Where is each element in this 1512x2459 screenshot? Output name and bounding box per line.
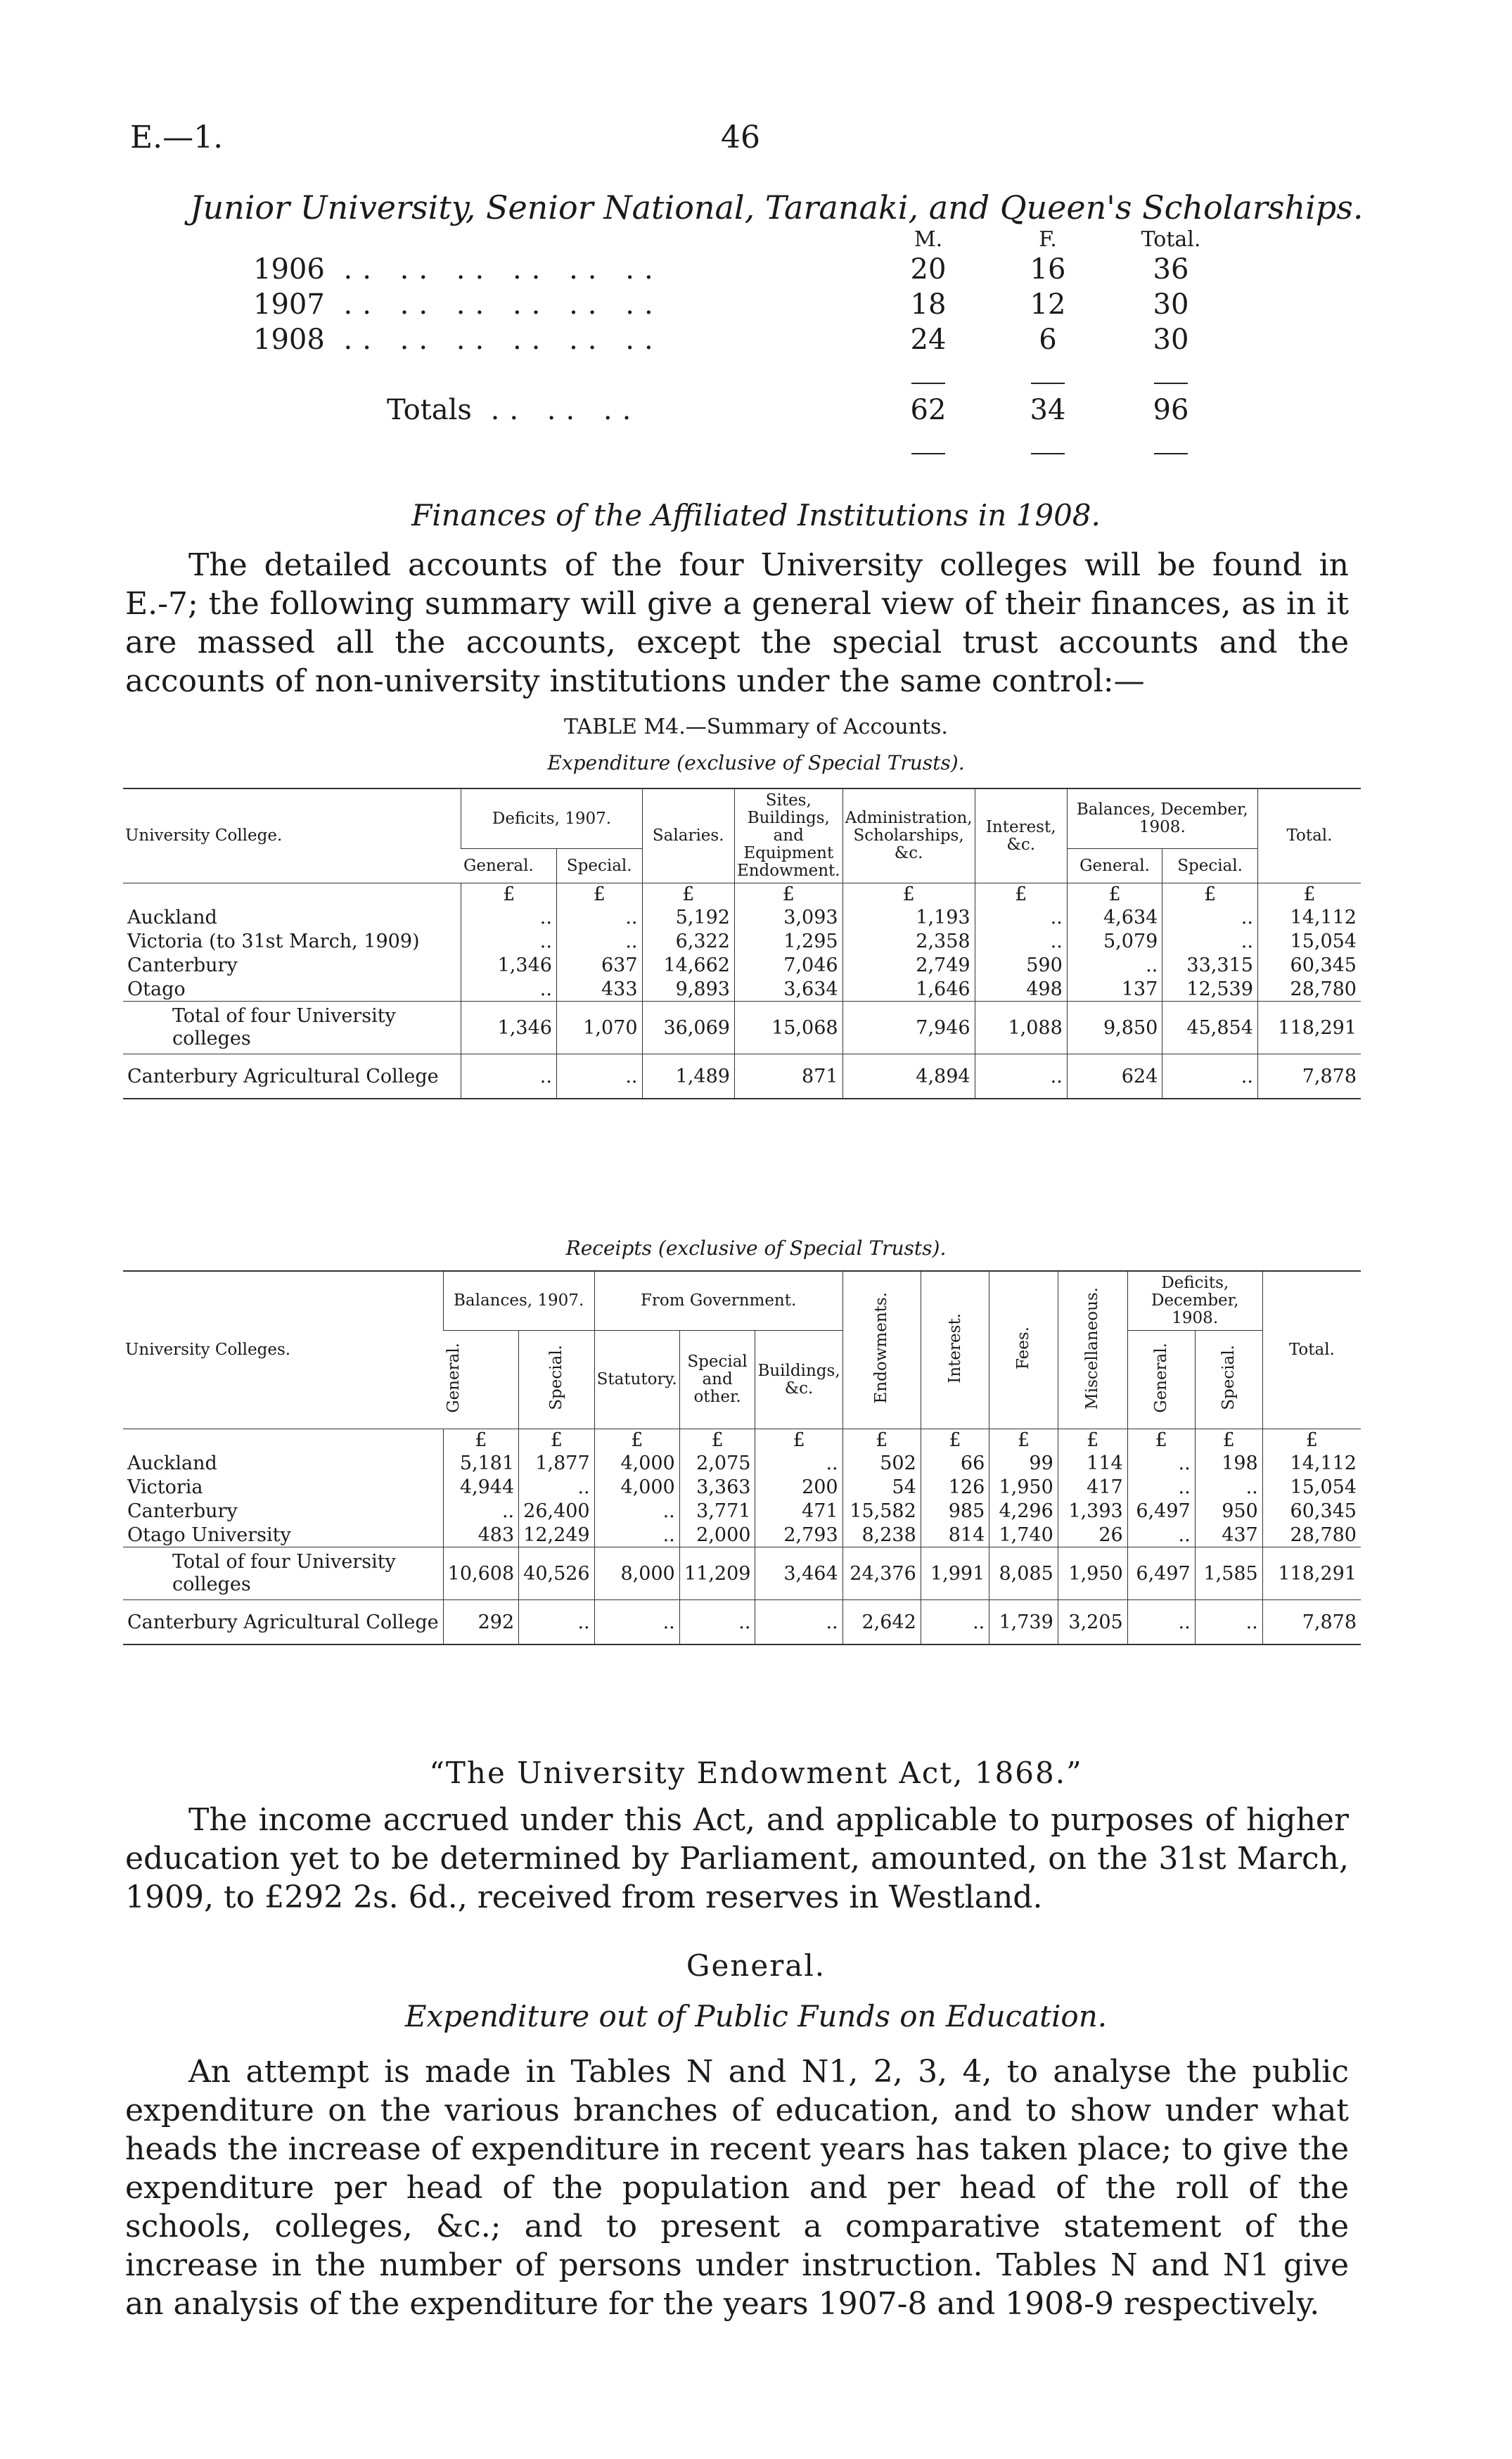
cell: 5,079: [1067, 929, 1162, 953]
total-m: 62: [910, 394, 947, 426]
col-balance-special: Special.: [1162, 849, 1258, 883]
cell: 3,634: [734, 977, 843, 1002]
total-total: 96: [1153, 394, 1189, 426]
row-label: Auckland: [127, 906, 217, 928]
cell: ..: [1195, 1475, 1262, 1499]
cell: 6,497: [1127, 1499, 1195, 1523]
currency-cell: £: [642, 883, 734, 906]
cell: 8,000: [594, 1547, 679, 1600]
row-label: Total of four University colleges: [123, 1547, 443, 1600]
cell: ..: [461, 905, 556, 929]
currency-cell: £: [594, 1429, 679, 1452]
cell: 1,193: [843, 905, 975, 929]
cell: 14,112: [1262, 1451, 1361, 1475]
cell: 4,944: [443, 1475, 518, 1499]
cell: 2,793: [755, 1523, 843, 1547]
cell: 433: [556, 977, 642, 1002]
cell: 9,893: [642, 977, 734, 1002]
cell: 4,634: [1067, 905, 1162, 929]
cell: 200: [755, 1475, 843, 1499]
endowment-paragraph: [125, 1801, 1349, 1917]
cell: 2,000: [679, 1523, 755, 1547]
expenditure-subtitle: Expenditure (exclusive of Special Trusts).: [547, 751, 965, 774]
cell-f: 6: [1039, 324, 1057, 356]
currency-cell: £: [461, 883, 556, 906]
currency-row: [123, 883, 1361, 906]
cell: 26,400: [519, 1499, 594, 1523]
cell: 12,249: [519, 1523, 594, 1547]
cell: 26: [1058, 1523, 1127, 1547]
col-total: Total.: [1262, 1271, 1361, 1429]
finances-paragraph: [125, 546, 1349, 701]
cell: 471: [755, 1499, 843, 1523]
col-bal-special: Special.: [546, 1345, 565, 1410]
currency-cell: £: [556, 883, 642, 906]
cell: 45,854: [1162, 1002, 1258, 1054]
cell: 15,582: [843, 1499, 921, 1523]
general-paragraph: [125, 2052, 1349, 2323]
cell: 1,877: [519, 1451, 594, 1475]
col-special-other: Special and other.: [679, 1331, 755, 1429]
document-reference: E.—1.: [130, 120, 224, 155]
cell-total: 30: [1153, 324, 1189, 356]
cell: 2,642: [843, 1600, 921, 1645]
cell: 985: [921, 1499, 989, 1523]
cell: ..: [921, 1600, 989, 1645]
cell: 5,181: [443, 1451, 518, 1475]
cell: 2,749: [843, 953, 975, 977]
cell: 8,238: [843, 1523, 921, 1547]
cell-m: 18: [910, 288, 947, 321]
table-row: 1906 .. .. .. .. .. .. 20 16 36: [253, 252, 1231, 287]
totals-row: Totals .. .. .. 62 34 96: [253, 392, 1231, 428]
cell: ..: [975, 1054, 1067, 1099]
cell: 118,291: [1262, 1547, 1361, 1600]
year-label: 1908: [253, 324, 325, 356]
cell-m: 20: [910, 253, 947, 286]
cell: 14,662: [642, 953, 734, 977]
cell: 1,950: [1058, 1547, 1127, 1600]
cell: ..: [1195, 1600, 1262, 1645]
cell: 437: [1195, 1523, 1262, 1547]
currency-cell: £: [989, 1429, 1058, 1452]
table-row: [123, 977, 1361, 1002]
cell: 502: [843, 1451, 921, 1475]
cell: 40,526: [519, 1547, 594, 1600]
cell: ..: [975, 905, 1067, 929]
cell: 3,363: [679, 1475, 755, 1499]
row-label: Victoria: [127, 1476, 203, 1498]
cell-total: 30: [1153, 288, 1189, 321]
cell: ..: [594, 1499, 679, 1523]
col-m: M.: [914, 226, 943, 252]
cell: ..: [594, 1600, 679, 1645]
currency-cell: £: [1058, 1429, 1127, 1452]
cell: ..: [1127, 1523, 1195, 1547]
col-interest: Interest, &c.: [975, 788, 1067, 883]
year-label: 1907: [253, 288, 325, 321]
finances-text: The detailed accounts of the four University colleges will be found in E.-7; the following summary will give a general view of their finances, as in it are massed all the accounts, except the special trust accounts and the accounts of non-university institutions under the same control:—: [125, 547, 1349, 699]
cell: 2,358: [843, 929, 975, 953]
cell: 950: [1195, 1499, 1262, 1523]
col-balances: Balances, December, 1908.: [1067, 788, 1257, 849]
cell: ..: [556, 905, 642, 929]
col-f: F.: [1039, 226, 1057, 252]
total-f: 34: [1030, 394, 1066, 426]
cell: 24,376: [843, 1547, 921, 1600]
currency-cell: £: [1127, 1429, 1195, 1452]
col-def-general: General.: [1151, 1342, 1170, 1413]
cell: 1,393: [1058, 1499, 1127, 1523]
col-buildings: Buildings, &c.: [755, 1331, 843, 1429]
currency-cell: £: [755, 1429, 843, 1452]
cell: 4,000: [594, 1451, 679, 1475]
currency-cell: £: [975, 883, 1067, 906]
cell: 4,000: [594, 1475, 679, 1499]
cell: 3,205: [1058, 1600, 1127, 1645]
currency-row: [123, 1429, 1361, 1452]
cell: ..: [679, 1600, 755, 1645]
cell: 15,054: [1257, 929, 1361, 953]
cell-m: 24: [910, 324, 947, 356]
endowment-text: The income accrued under this Act, and applicable to purposes of higher education yet to be determined by Parliament, amounted, on the 31st March, 1909, to £292 2s. 6d., received from reserves in Westland.: [125, 1802, 1349, 1915]
col-total: Total.: [1141, 226, 1201, 252]
currency-cell: £: [1162, 883, 1258, 906]
table-row: [123, 953, 1361, 977]
cell: 292: [443, 1600, 518, 1645]
currency-cell: £: [519, 1429, 594, 1452]
cell: 590: [975, 953, 1067, 977]
cell: 483: [443, 1523, 518, 1547]
col-def-special: Special.: [1219, 1345, 1238, 1410]
table-row: [123, 929, 1361, 953]
col-deficit-special: Special.: [556, 849, 642, 883]
cell: 417: [1058, 1475, 1127, 1499]
cell: 871: [734, 1054, 843, 1099]
cell: ..: [1127, 1475, 1195, 1499]
cell: ..: [461, 977, 556, 1002]
cell: ..: [556, 929, 642, 953]
col-fees: Fees.: [1014, 1326, 1032, 1370]
cell: 6,322: [642, 929, 734, 953]
col-admin: Administration, Scholarships, &c.: [843, 788, 975, 883]
cell: 1,991: [921, 1547, 989, 1600]
cell: 60,345: [1257, 953, 1361, 977]
cell: 4,894: [843, 1054, 975, 1099]
cell: 1,070: [556, 1002, 642, 1054]
cell: 60,345: [1262, 1499, 1361, 1523]
cell: 1,739: [989, 1600, 1058, 1645]
col-salaries: Salaries.: [642, 788, 734, 883]
cell: 11,209: [679, 1547, 755, 1600]
cell: 15,054: [1262, 1475, 1361, 1499]
currency-cell: £: [843, 1429, 921, 1452]
cell: 66: [921, 1451, 989, 1475]
col-misc: Miscellaneous.: [1083, 1286, 1102, 1410]
currency-cell: £: [734, 883, 843, 906]
agricultural-row: [123, 1600, 1361, 1645]
cell: ..: [1162, 1054, 1258, 1099]
cell: 5,192: [642, 905, 734, 929]
col-college: University College.: [123, 788, 461, 883]
cell: 54: [843, 1475, 921, 1499]
cell: 10,608: [443, 1547, 518, 1600]
table-row: [123, 1475, 1361, 1499]
cell: 1,295: [734, 929, 843, 953]
currency-cell: £: [443, 1429, 518, 1452]
cell: 99: [989, 1451, 1058, 1475]
cell: 14,112: [1257, 905, 1361, 929]
cell: 814: [921, 1523, 989, 1547]
cell: 8,085: [989, 1547, 1058, 1600]
col-government: From Government.: [594, 1271, 843, 1331]
cell: 118,291: [1257, 1002, 1361, 1054]
table-row: 1908 .. .. .. .. .. .. 24 6 30: [253, 322, 1231, 357]
scholarships-table: [253, 226, 1231, 463]
cell: 3,771: [679, 1499, 755, 1523]
table-row: [123, 1451, 1361, 1475]
cell: ..: [1162, 929, 1258, 953]
table-caption: TABLE M4.—Summary of Accounts.: [564, 715, 948, 739]
cell: 4,296: [989, 1499, 1058, 1523]
table-row: [123, 1499, 1361, 1523]
cell: ..: [594, 1523, 679, 1547]
currency-cell: £: [1257, 883, 1361, 906]
cell-total: 36: [1153, 253, 1189, 286]
cell: ..: [1127, 1600, 1195, 1645]
cell: 1,346: [461, 1002, 556, 1054]
cell: 624: [1067, 1054, 1162, 1099]
cell: 7,046: [734, 953, 843, 977]
scholarships-title: Junior University, Senior National, Taranaki, and Queen's Scholarships.: [190, 189, 1364, 226]
currency-cell: £: [843, 883, 975, 906]
cell: 114: [1058, 1451, 1127, 1475]
finances-title: Finances of the Affiliated Institutions in 1908.: [411, 498, 1101, 532]
cell: 7,946: [843, 1002, 975, 1054]
receipts-table: [123, 1270, 1361, 1645]
row-label: Otago University: [127, 1524, 291, 1546]
general-subheading: Expenditure out of Public Funds on Education.: [404, 1999, 1108, 2033]
cell-f: 16: [1030, 253, 1066, 286]
col-interest: Interest.: [945, 1312, 964, 1384]
cell: ..: [755, 1600, 843, 1645]
cell: 1,088: [975, 1002, 1067, 1054]
table-row: [123, 905, 1361, 929]
cell: ..: [975, 929, 1067, 953]
cell: 33,315: [1162, 953, 1258, 977]
col-balance-general: General.: [1067, 849, 1162, 883]
cell: 36,069: [642, 1002, 734, 1054]
cell: 137: [1067, 977, 1162, 1002]
col-college: University Colleges.: [123, 1271, 443, 1429]
row-label: Otago: [127, 978, 186, 1000]
col-total: Total.: [1257, 788, 1361, 883]
cell: 9,850: [1067, 1002, 1162, 1054]
cell: 637: [556, 953, 642, 977]
cell: ..: [519, 1600, 594, 1645]
page-number: 46: [721, 120, 760, 155]
cell: 6,497: [1127, 1547, 1195, 1600]
agricultural-row: [123, 1054, 1361, 1099]
cell: 28,780: [1257, 977, 1361, 1002]
cell: 7,878: [1262, 1600, 1361, 1645]
cell: ..: [1162, 905, 1258, 929]
currency-cell: £: [1262, 1429, 1361, 1452]
cell: 28,780: [1262, 1523, 1361, 1547]
cell: ..: [556, 1054, 642, 1099]
currency-cell: £: [1195, 1429, 1262, 1452]
cell: 1,646: [843, 977, 975, 1002]
cell: 7,878: [1257, 1054, 1361, 1099]
cell: ..: [755, 1451, 843, 1475]
expenditure-table: [123, 788, 1361, 1099]
row-label: Auckland: [127, 1452, 217, 1474]
cell: 2,075: [679, 1451, 755, 1475]
cell: ..: [461, 1054, 556, 1099]
cell: 1,950: [989, 1475, 1058, 1499]
col-statutory: Statutory.: [594, 1331, 679, 1429]
cell: 198: [1195, 1451, 1262, 1475]
col-sites: Sites, Buildings, and Equipment Endowment.: [734, 788, 843, 883]
total-row: [123, 1002, 1361, 1054]
col-endowments: Endowments.: [872, 1292, 891, 1404]
general-text: An attempt is made in Tables N and N1, 2, 3, 4, to analyse the public expenditure on the various branches of education, and to show under what heads the increase of expenditure in recent years has taken place; to give the expenditure per head of the population and per head of the roll of the schools, colleges, &c.; and to present a comparative statement of the increase in the number of persons under instruction. Tables N and N1 give an analysis of the expenditure for the years 1907-8 and 1908-9 respectively.: [125, 2054, 1349, 2322]
table-row: 1907 .. .. .. .. .. .. 18 12 30: [253, 287, 1231, 322]
col-deficits: Deficits, December, 1908.: [1127, 1271, 1262, 1331]
row-label: Canterbury Agricultural College: [123, 1600, 443, 1645]
row-label: Canterbury: [127, 1500, 238, 1522]
row-label: Total of four University colleges: [123, 1002, 461, 1054]
cell: 3,464: [755, 1547, 843, 1600]
row-label: Victoria (to 31st March, 1909): [127, 930, 420, 952]
cell: ..: [461, 929, 556, 953]
col-bal-general: General.: [444, 1342, 463, 1413]
endowment-act-title: “The University Endowment Act, 1868.”: [429, 1756, 1083, 1790]
row-label: Canterbury: [127, 954, 238, 976]
row-label: Canterbury Agricultural College: [123, 1054, 461, 1099]
totals-label: Totals: [387, 394, 472, 426]
year-label: 1906: [253, 253, 325, 286]
cell: 15,068: [734, 1002, 843, 1054]
receipts-subtitle: Receipts (exclusive of Special Trusts).: [565, 1237, 947, 1260]
cell: 3,093: [734, 905, 843, 929]
total-row: [123, 1547, 1361, 1600]
col-deficit-general: General.: [461, 849, 556, 883]
cell: ..: [443, 1499, 518, 1523]
cell: 1,585: [1195, 1547, 1262, 1600]
cell: 1,489: [642, 1054, 734, 1099]
cell: 12,539: [1162, 977, 1258, 1002]
col-deficits: Deficits, 1907.: [461, 788, 642, 849]
currency-cell: £: [1067, 883, 1162, 906]
col-balances: Balances, 1907.: [443, 1271, 594, 1331]
currency-cell: £: [921, 1429, 989, 1452]
cell: 498: [975, 977, 1067, 1002]
general-heading: General.: [686, 1948, 826, 1983]
cell: 1,740: [989, 1523, 1058, 1547]
cell-f: 12: [1030, 288, 1066, 321]
cell: ..: [519, 1475, 594, 1499]
scholarships-header-row: [253, 226, 1231, 252]
currency-cell: £: [679, 1429, 755, 1452]
cell: ..: [1127, 1451, 1195, 1475]
cell: 126: [921, 1475, 989, 1499]
cell: ..: [1067, 953, 1162, 977]
table-row: [123, 1523, 1361, 1547]
cell: 1,346: [461, 953, 556, 977]
